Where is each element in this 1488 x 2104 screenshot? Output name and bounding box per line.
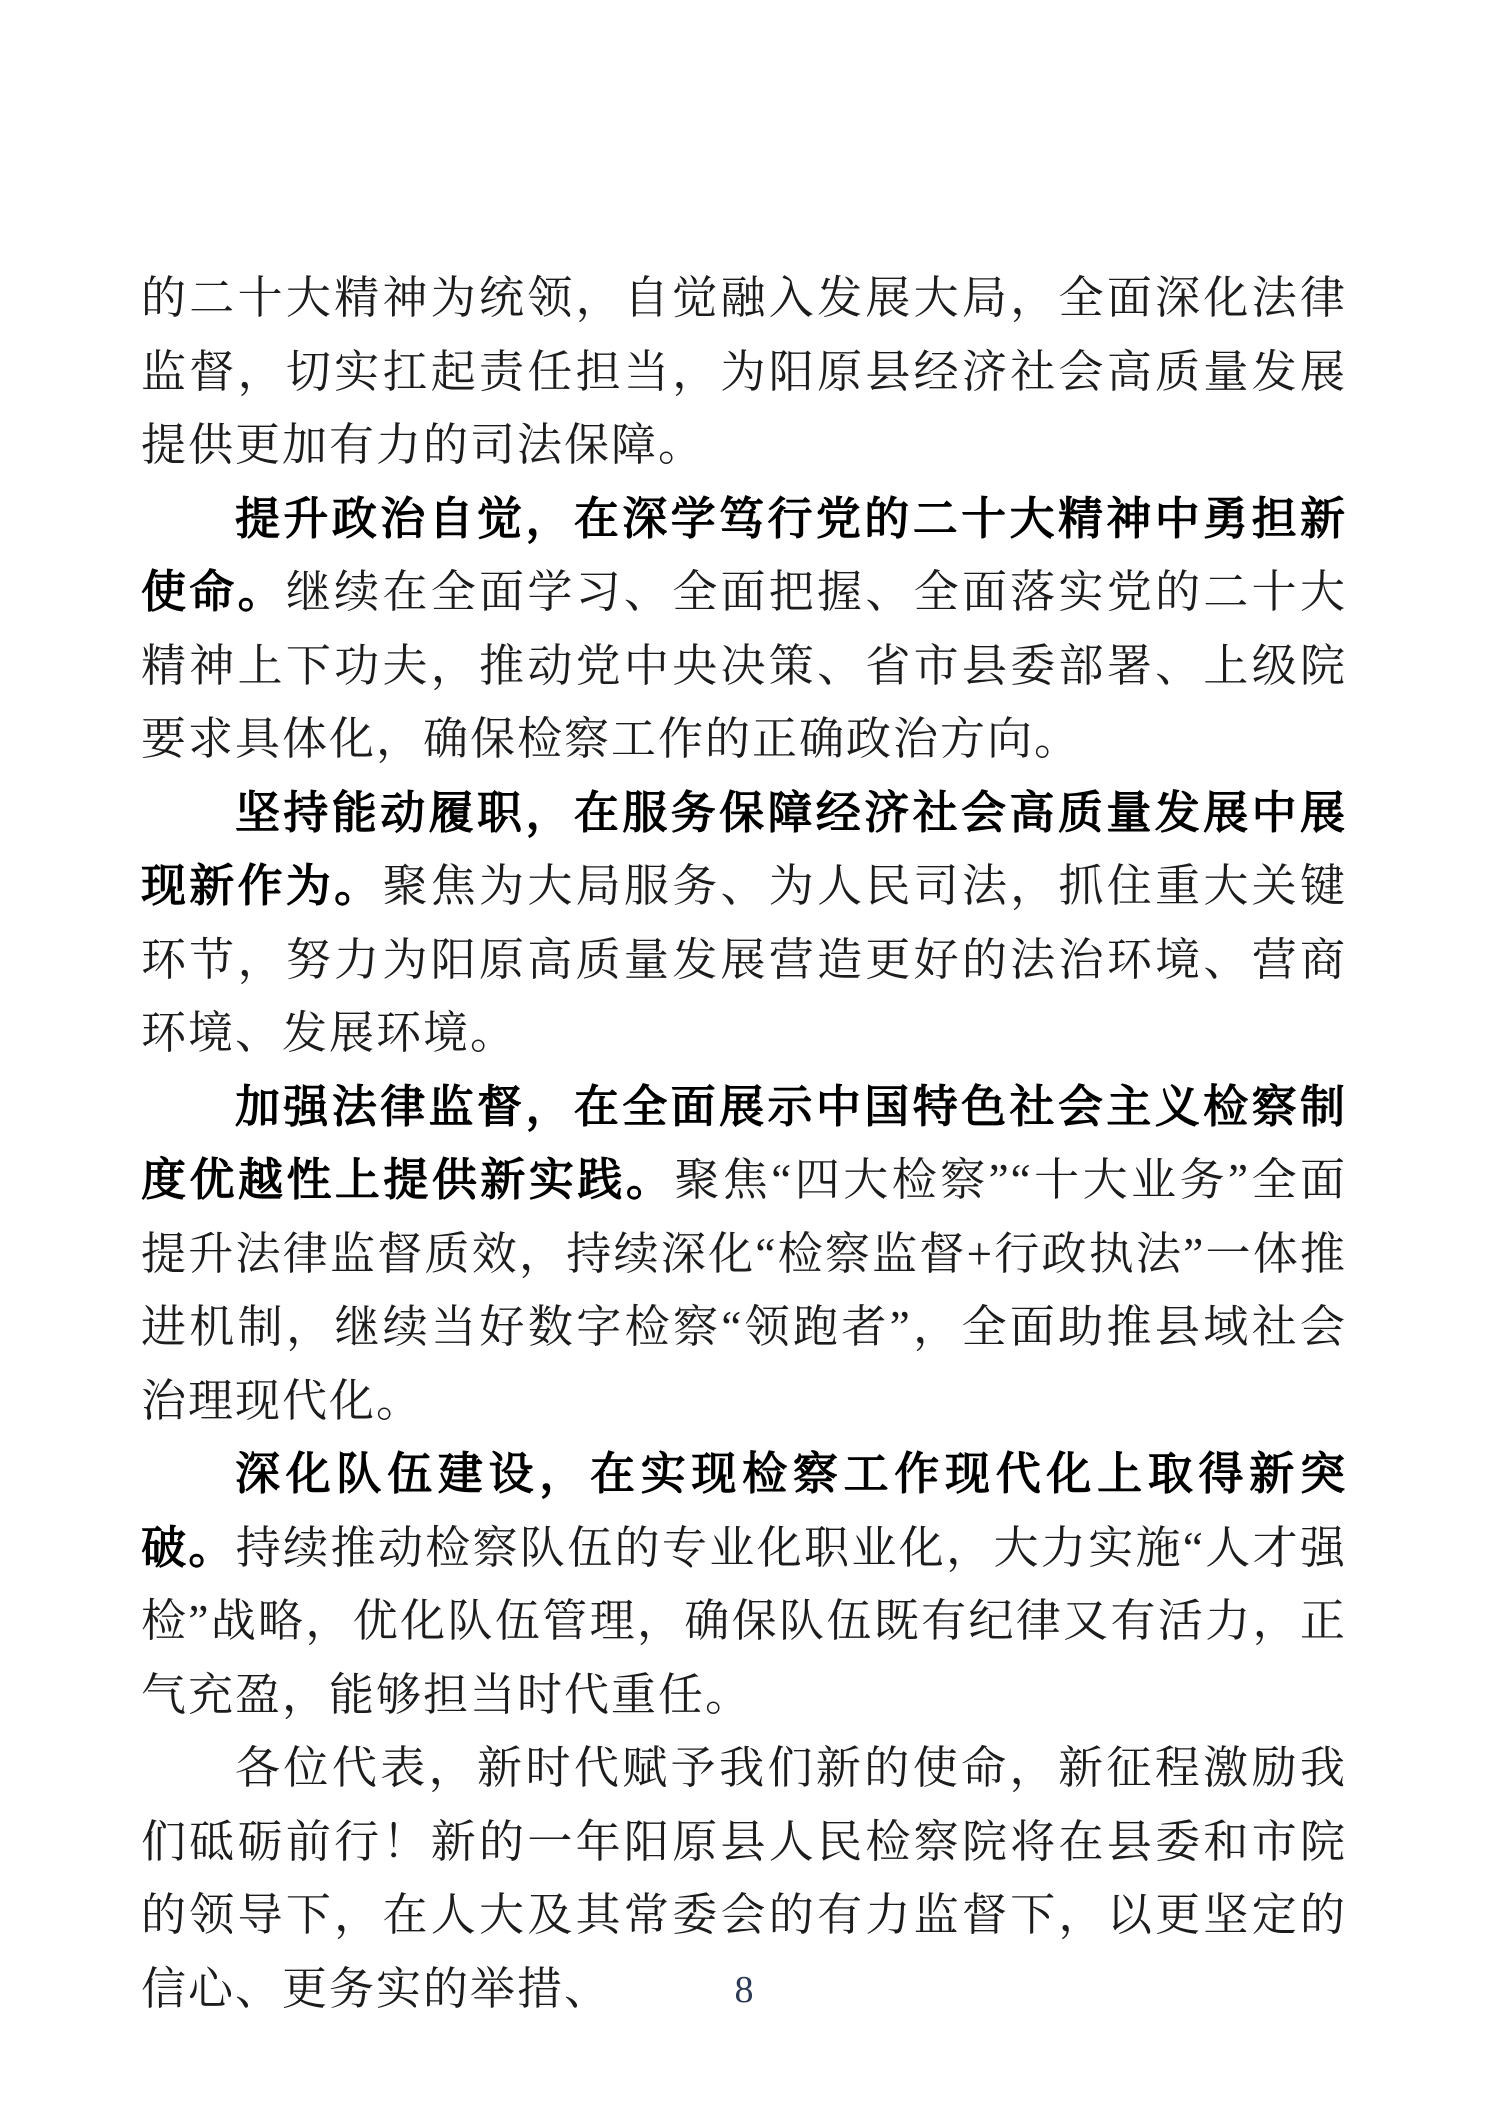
- paragraph-text: 聚焦“四大检察”“十大业务”全面提升法律监督质效，持续深化“检察监督+行政执法”一体推进机制，继续当好数字检察“领跑者”，全面助推县域社会治理现代化。: [141, 1155, 1347, 1426]
- paragraph-continuation: [141, 262, 1347, 483]
- paragraph-bold-lead: 坚持能动履职，在服务保障经济社会高质量发展中展现新作为。: [141, 787, 1347, 911]
- paragraph-bold-lead: 深化队伍建设，在实现检察工作现代化上取得新突破。: [141, 1449, 1347, 1573]
- paragraph-text: 继续在全面学习、全面把握、全面落实党的二十大精神上下功夫，推动党中央决策、省市县委部署、上级院要求具体化，确保检察工作的正确政治方向。: [141, 567, 1347, 764]
- paragraph-legal-supervision: [141, 1071, 1347, 1439]
- paragraph-text: 的二十大精神为统领，自觉融入发展大局，全面深化法律监督，切实扛起责任担当，为阳原县经济社会高质量发展提供更加有力的司法保障。: [141, 273, 1347, 470]
- paragraph-active-duty: [141, 777, 1347, 1071]
- paragraph-bold-lead: 提升政治自觉，在深学笃行党的二十大精神中勇担新使命。: [141, 493, 1347, 617]
- paragraph-team-building: [141, 1438, 1347, 1732]
- page-number: 8: [734, 1969, 754, 2011]
- paragraph-text: 持续推动检察队伍的专业化职业化，大力实施“人才强检”战略，优化队伍管理，确保队伍既有纪律又有活力，正气充盈，能够担当时代重任。: [141, 1522, 1347, 1720]
- paragraph-bold-lead: 加强法律监督，在全面展示中国特色社会主义检察制度优越性上提供新实践。: [141, 1081, 1347, 1205]
- paragraph-political-awareness: [141, 483, 1347, 777]
- document-body: [141, 262, 1347, 2026]
- paragraph-text: 聚焦为大局服务、为人民司法，抓住重大关键环节，努力为阳原高质量发展营造更好的法治环境、营商环境、发展环境。: [141, 861, 1347, 1058]
- paragraph-text: 各位代表，新时代赋予我们新的使命，新征程激励我们砥砺前行！新的一年阳原县人民检察院将在县委和市院的领导下，在人大及其常委会的有力监督下，以更坚定的信心、更务实的举措、: [141, 1743, 1347, 2014]
